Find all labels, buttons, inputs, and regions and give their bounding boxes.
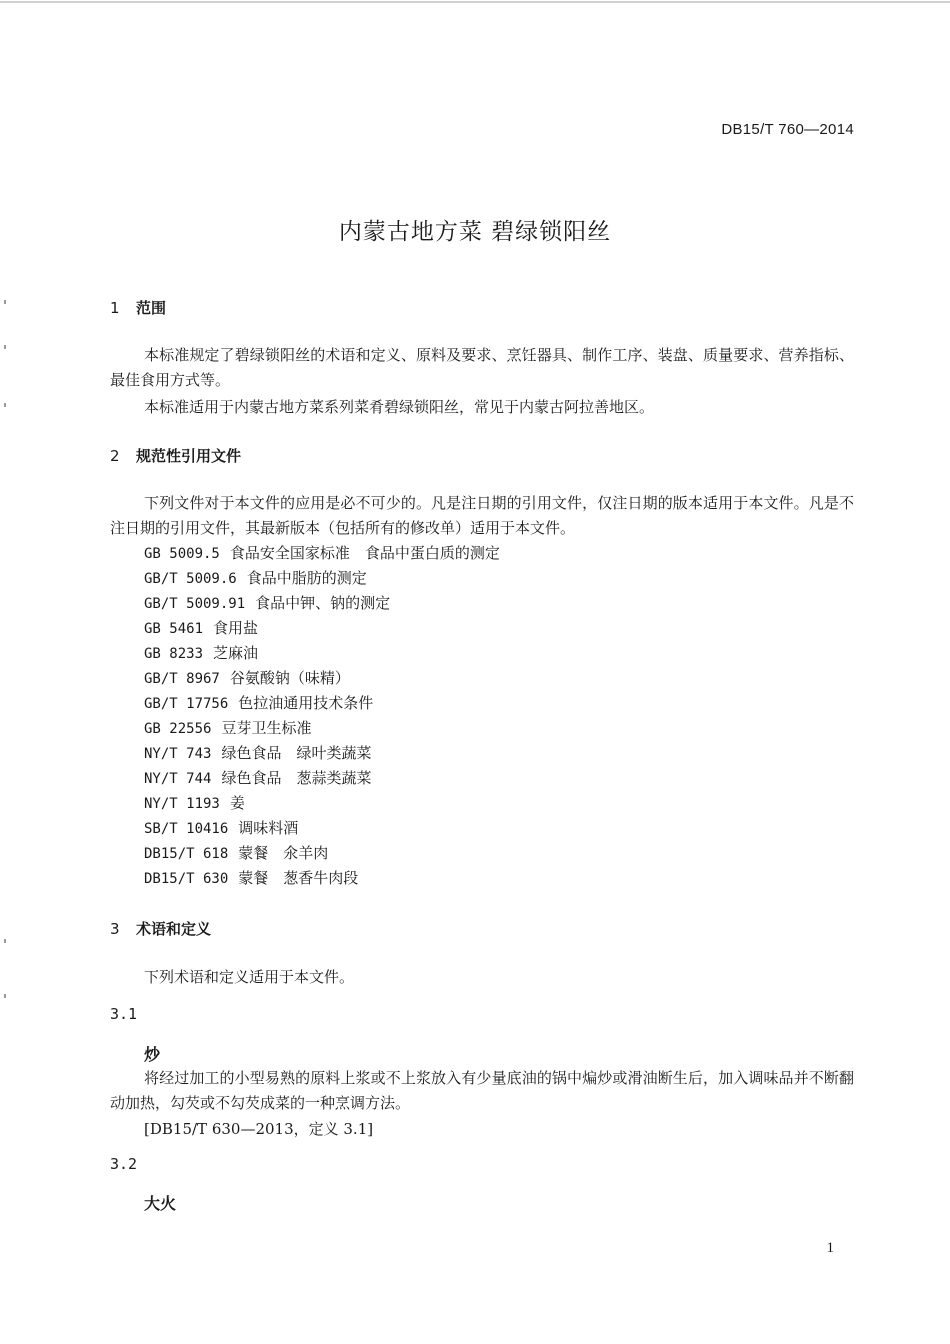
reference-item (144, 741, 371, 767)
reference-code: GB/T 8967 (144, 671, 220, 687)
section-heading-terms (110, 918, 211, 939)
reference-item (144, 641, 258, 667)
section-number: 3 (110, 920, 120, 938)
document-number: DB15/T 760—2014 (721, 121, 854, 138)
reference-item (144, 591, 390, 617)
reference-item (144, 841, 328, 867)
reference-name: 食用盐 (213, 619, 259, 637)
reference-code: GB/T 5009.6 (144, 571, 237, 587)
reference-code: DB15/T 630 (144, 871, 229, 887)
reference-item (144, 766, 371, 792)
scope-paragraph-2: 本标准适用于内蒙古地方菜系列菜肴碧绿锁阳丝，常见于内蒙古阿拉善地区。 (144, 398, 655, 416)
reference-code: NY/T 744 (144, 771, 212, 787)
section-number: 1 (110, 299, 120, 317)
reference-code: NY/T 743 (144, 746, 212, 762)
term-number: 3.2 (110, 1155, 138, 1173)
reference-item (144, 716, 311, 742)
term-source: [DB15/T 630—2013，定义 3.1] (144, 1120, 374, 1138)
terms-intro: 下列术语和定义适用于本文件。 (144, 968, 355, 986)
term-title: 大火 (144, 1194, 177, 1213)
section-title: 术语和定义 (136, 920, 212, 938)
document-title: 内蒙古地方菜 碧绿锁阳丝 (338, 219, 612, 245)
reference-name: 豆芽卫生标准 (221, 719, 312, 737)
reference-code: GB 5461 (144, 621, 204, 637)
reference-code: GB 22556 (144, 721, 212, 737)
scope-paragraph-1: 本标准规定了碧绿锁阳丝的术语和定义、原料及要求、烹饪器具、制作工序、装盘、质量要求、营养指标、最佳食用方式等。 (110, 346, 854, 389)
section-heading-normative-references (110, 445, 241, 466)
reference-code: GB/T 17756 (144, 696, 229, 712)
reference-name: 谷氨酸钠（味精） (229, 669, 350, 687)
reference-code: GB 5009.5 (144, 546, 220, 562)
scan-edge-line (0, 1, 950, 3)
references-intro: 下列文件对于本文件的应用是必不可少的。凡是注日期的引用文件，仅注日期的版本适用于本文件。凡是不注日期的引用文件，其最新版本（包括所有的修改单）适用于本文件。 (110, 494, 854, 537)
reference-name: 绿色食品 葱蒜类蔬菜 (221, 769, 372, 787)
reference-name: 绿色食品 绿叶类蔬菜 (221, 744, 372, 762)
reference-code: DB15/T 618 (144, 846, 229, 862)
reference-item (144, 541, 500, 567)
scan-artifact (4, 994, 6, 998)
section-title: 规范性引用文件 (136, 447, 242, 465)
scan-artifact (4, 939, 6, 943)
section-heading-scope (110, 297, 166, 318)
reference-name: 食品中脂肪的测定 (246, 569, 367, 587)
reference-name: 调味料酒 (238, 819, 299, 837)
reference-code: SB/T 10416 (144, 821, 229, 837)
reference-item (144, 566, 367, 592)
scan-artifact (4, 403, 6, 407)
reference-name: 食品中钾、钠的测定 (255, 594, 391, 612)
reference-name: 色拉油通用技术条件 (238, 694, 374, 712)
reference-name: 蒙餐 氽羊肉 (238, 844, 329, 862)
reference-code: NY/T 1193 (144, 796, 220, 812)
reference-code: GB 8233 (144, 646, 204, 662)
page-number: 1 (826, 1240, 834, 1256)
section-title: 范围 (136, 299, 167, 317)
scan-artifact (4, 300, 6, 304)
reference-item (144, 666, 350, 692)
reference-item (144, 866, 358, 892)
section-number: 2 (110, 447, 120, 465)
reference-name: 蒙餐 葱香牛肉段 (238, 869, 359, 887)
term-title: 炒 (144, 1045, 161, 1064)
term-definition: 将经过加工的小型易熟的原料上浆或不上浆放入有少量底油的锅中煸炒或滑油断生后，加入调味品并不断翻动加热，勾芡或不勾芡成菜的一种烹调方法。 (110, 1069, 854, 1112)
reference-code: GB/T 5009.91 (144, 596, 246, 612)
reference-name: 食品安全国家标准 食品中蛋白质的测定 (229, 544, 500, 562)
term-number: 3.1 (110, 1005, 138, 1023)
reference-name: 芝麻油 (213, 644, 259, 662)
reference-item (144, 816, 298, 842)
reference-item (144, 791, 245, 817)
scan-artifact (4, 345, 6, 349)
reference-item (144, 691, 373, 717)
reference-item (144, 616, 258, 642)
reference-name: 姜 (229, 794, 245, 812)
